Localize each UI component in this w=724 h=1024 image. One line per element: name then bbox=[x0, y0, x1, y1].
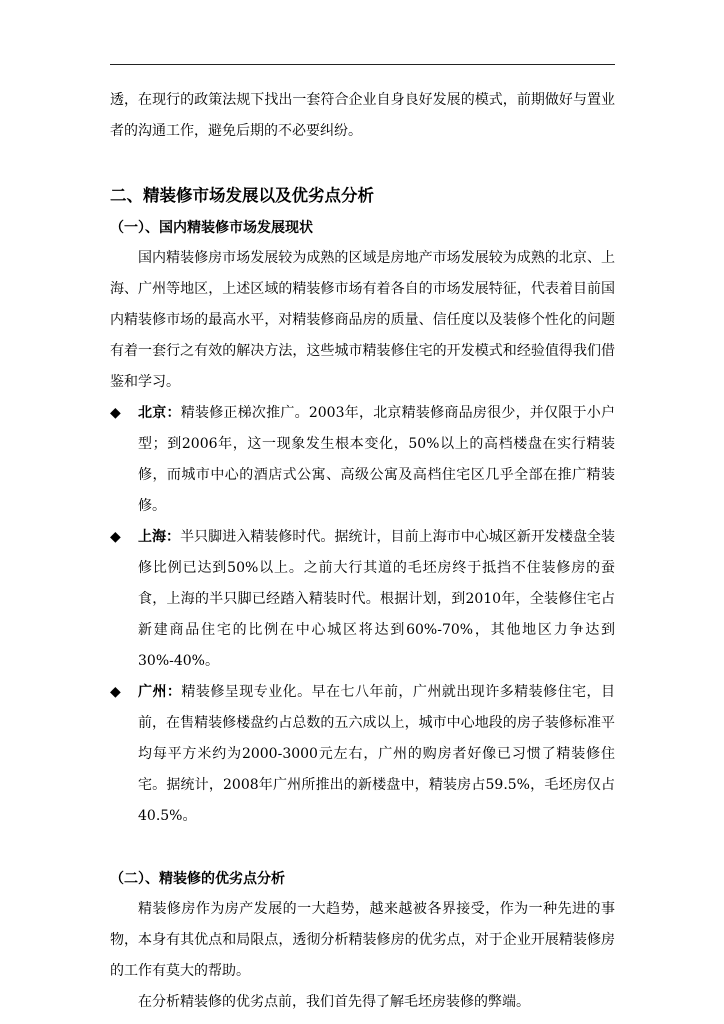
diamond-bullet-icon: ◆ bbox=[110, 684, 121, 700]
bullet-text: 精装修呈现专业化。早在七八年前，广州就出现许多精装修住宅，目前，在售精装修楼盘约占总数的五六成以上，城市中心地段的房子装修标准平均每平方米约为2000-3000元左右，广州的购房者好像已习惯了精装修住宅。据统计，2008年广州所推出的新楼盘中，精装房占59.5%，毛坯房仅占40.5%。 bbox=[138, 684, 615, 824]
diamond-bullet-icon: ◆ bbox=[110, 529, 121, 545]
bullet-text: 精装修正梯次推广。2003年，北京精装修商品房很少，并仅限于小户型；到2006年，这一现象发生根本变化，50%以上的高档楼盘在实行精装修，而城市中心的酒店式公寓、高级公寓及高档住宅区几乎全部在推广精装修。 bbox=[138, 405, 615, 514]
diamond-bullet-icon: ◆ bbox=[110, 405, 121, 421]
document-body bbox=[110, 85, 615, 1018]
bullet-city-label: 上海： bbox=[138, 529, 181, 545]
bullet-item-guangzhou bbox=[110, 677, 615, 832]
subsection-title-1: （一）、国内精装修市场发展现状 bbox=[110, 220, 313, 236]
bullet-city-label: 广州： bbox=[138, 684, 182, 700]
subsection-2-paragraph-2: 在分析精装修的优劣点前，我们首先得了解毛坯房装修的弊端。 bbox=[138, 994, 530, 1010]
header-rule bbox=[110, 64, 615, 65]
bullet-city-label: 北京： bbox=[138, 405, 181, 421]
bullet-item-beijing bbox=[110, 398, 615, 522]
subsection-1-paragraph: 国内精装修房市场发展较为成熟的区域是房地产市场发展较为成熟的北京、上海、广州等地区，上述区域的精装修市场有着各自的市场发展特征，代表着目前国内精装修市场的最高水平，对精装修商品房的质量、信任度以及装修个性化的问题有着一套行之有效的解决方法，这些城市精装修住宅的开发模式和经验值得我们借鉴和学习。 bbox=[110, 250, 615, 390]
bullet-text: 半只脚进入精装修时代。据统计，目前上海市中心城区新开发楼盘全装修比例已达到50%以上。之前大行其道的毛坯房终于抵挡不住装修房的蚕食，上海的半只脚已经踏入精装时代。根据计划，到2010年，全装修住宅占新建商品住宅的比例在中心城区将达到60%-70%，其他地区力争达到30%-40%。 bbox=[138, 529, 616, 669]
subsection-2-paragraph-1: 精装修房作为房产发展的一大趋势，越来越被各界接受，作为一种先进的事物，本身有其优点和局限点，透彻分析精装修房的优劣点，对于企业开展精装修房的工作有莫大的帮助。 bbox=[110, 901, 615, 979]
intro-paragraph: 透，在现行的政策法规下找出一套符合企业自身良好发展的模式，前期做好与置业者的沟通工作，避免后期的不必要纠纷。 bbox=[110, 92, 615, 139]
section-title: 二、精装修市场发展以及优劣点分析 bbox=[110, 186, 374, 205]
subsection-title-2: （二）、精装修的优劣点分析 bbox=[110, 871, 285, 887]
bullet-item-shanghai bbox=[110, 522, 615, 677]
